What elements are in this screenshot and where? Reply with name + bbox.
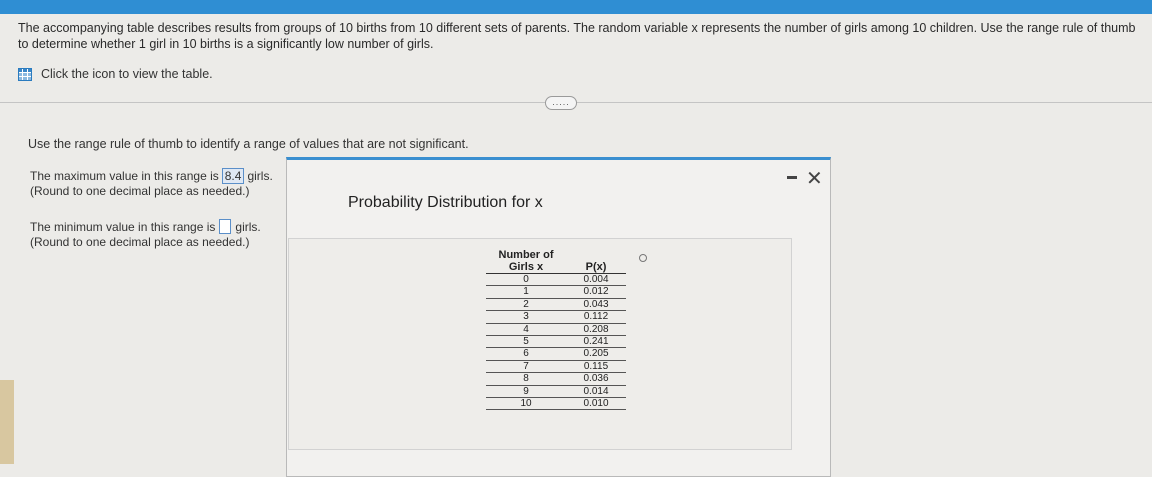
header-px: P(x) (585, 261, 607, 273)
view-table-label: Click the icon to view the table. (41, 67, 213, 81)
girls-x-cell: 1 (486, 286, 566, 298)
min-answer-box[interactable] (219, 219, 231, 234)
table-row (486, 373, 626, 385)
max-answer-box[interactable]: 8.4 (222, 168, 245, 184)
girls-x-cell: 9 (486, 385, 566, 397)
probability-cell: 0.014 (566, 385, 626, 397)
copy-icon[interactable] (639, 254, 647, 262)
question-text: The accompanying table describes results from groups of 10 births from 10 different sets of parents. The random variable x represents the number of girls among 10 children. Use the range rule of thumb to determine whether 1 girl in 10 births is a significantly low number of girls. (18, 21, 1136, 51)
girls-x-cell: 3 (486, 311, 566, 323)
round-note-1: (Round to one decimal place as needed.) (30, 184, 250, 198)
table-row (486, 298, 626, 310)
girls-x-cell: 2 (486, 298, 566, 310)
table-row (486, 348, 626, 360)
probability-cell: 0.241 (566, 336, 626, 348)
left-edge-panel (0, 380, 14, 464)
table-row (486, 360, 626, 372)
table-row (486, 323, 626, 335)
probability-cell: 0.043 (566, 298, 626, 310)
girls-x-cell: 8 (486, 373, 566, 385)
probability-cell: 0.010 (566, 398, 626, 410)
distribution-popup (286, 157, 831, 477)
top-bar (0, 0, 1152, 14)
table-icon[interactable] (18, 68, 32, 81)
instruction-text: Use the range rule of thumb to identify a range of values that are not significant. (28, 137, 469, 151)
table-row (486, 311, 626, 323)
girls-x-cell: 0 (486, 274, 566, 286)
probability-cell: 0.112 (566, 311, 626, 323)
table-row (486, 336, 626, 348)
minimize-icon[interactable] (787, 176, 797, 179)
table-row (486, 385, 626, 397)
probability-cell: 0.205 (566, 348, 626, 360)
min-value-line (30, 219, 261, 234)
expand-more-button[interactable]: ..... (545, 96, 577, 110)
header-x-line1: Number of (498, 249, 554, 261)
girls-x-cell: 10 (486, 398, 566, 410)
close-icon[interactable]: ✕ (806, 168, 823, 190)
table-row (486, 398, 626, 410)
probability-cell: 0.208 (566, 323, 626, 335)
round-note-2: (Round to one decimal place as needed.) (30, 235, 250, 249)
probability-cell: 0.036 (566, 373, 626, 385)
girls-x-cell: 4 (486, 323, 566, 335)
header-x-line2: Girls x (508, 261, 544, 273)
distribution-table (486, 249, 626, 410)
view-table-row[interactable] (18, 66, 213, 82)
girls-x-cell: 6 (486, 348, 566, 360)
probability-cell: 0.115 (566, 360, 626, 372)
max-suffix: girls. (247, 169, 273, 183)
table-row (486, 274, 626, 286)
popup-title: Probability Distribution for x (348, 194, 543, 211)
girls-x-cell: 5 (486, 336, 566, 348)
probability-cell: 0.012 (566, 286, 626, 298)
probability-cell: 0.004 (566, 274, 626, 286)
max-prefix: The maximum value in this range is (30, 169, 219, 183)
min-prefix: The minimum value in this range is (30, 219, 216, 234)
table-row (486, 286, 626, 298)
girls-x-cell: 7 (486, 360, 566, 372)
min-suffix: girls. (235, 219, 261, 234)
header-girls-x (486, 249, 566, 274)
max-value-line (30, 168, 273, 184)
